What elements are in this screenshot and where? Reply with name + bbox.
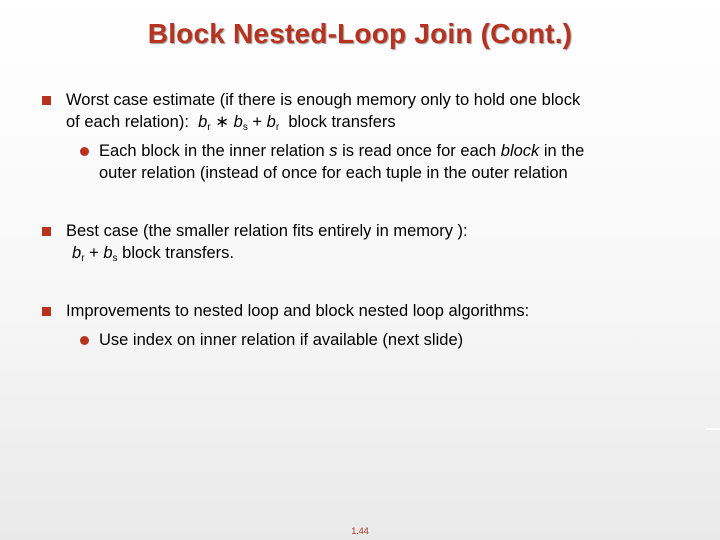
bullet-dot (80, 336, 89, 345)
var-b: b (266, 113, 276, 131)
bullet-dot (80, 147, 89, 156)
op-plus: + (89, 244, 99, 262)
bullet-square (42, 307, 51, 316)
word-block: block (500, 142, 540, 160)
page-number: 1.44 (351, 526, 369, 536)
inner-text-1: Each block in the inner relation (99, 142, 325, 160)
bullet-square (42, 96, 51, 105)
best-case-line-1: Best case (the smaller relation fits entirely in memory ): (66, 222, 468, 240)
edge-mark (706, 428, 720, 430)
best-case-line-2 (72, 243, 692, 264)
var-b: b (198, 113, 208, 131)
index-line: Use index on inner relation if available (next slide) (99, 331, 464, 349)
op-plus: + (252, 113, 263, 131)
op-times: ∗ (215, 113, 230, 131)
worst-case-line-1: Worst case estimate (if there is enough memory only to hold one block (66, 91, 581, 109)
sub-s: s (242, 122, 248, 133)
slide-title: Block Nested-Loop Join (Cont.) (147, 18, 573, 49)
sub-r: r (207, 122, 211, 133)
inner-text-2: is read once for each (342, 142, 497, 160)
worst-case-line-2 (66, 112, 686, 133)
var-b: b (233, 113, 243, 131)
inner-relation-line-1 (99, 141, 689, 162)
var-b: b (72, 244, 82, 262)
inner-relation-line-2: outer relation (instead of once for each tuple in the outer relation (99, 164, 568, 182)
var-s: s (329, 142, 338, 160)
improvements-line: Improvements to nested loop and block nested loop algorithms: (66, 302, 530, 320)
inner-text-3: in the (543, 142, 585, 160)
bullet-square (42, 227, 51, 236)
worst-case-prefix: of each relation): (66, 113, 189, 131)
sub-r: r (275, 122, 280, 133)
sub-s: s (112, 253, 118, 264)
sub-r: r (81, 253, 85, 264)
worst-case-suffix: block transfers (288, 113, 396, 131)
best-case-suffix: block transfers. (122, 244, 235, 262)
var-b: b (103, 244, 113, 262)
